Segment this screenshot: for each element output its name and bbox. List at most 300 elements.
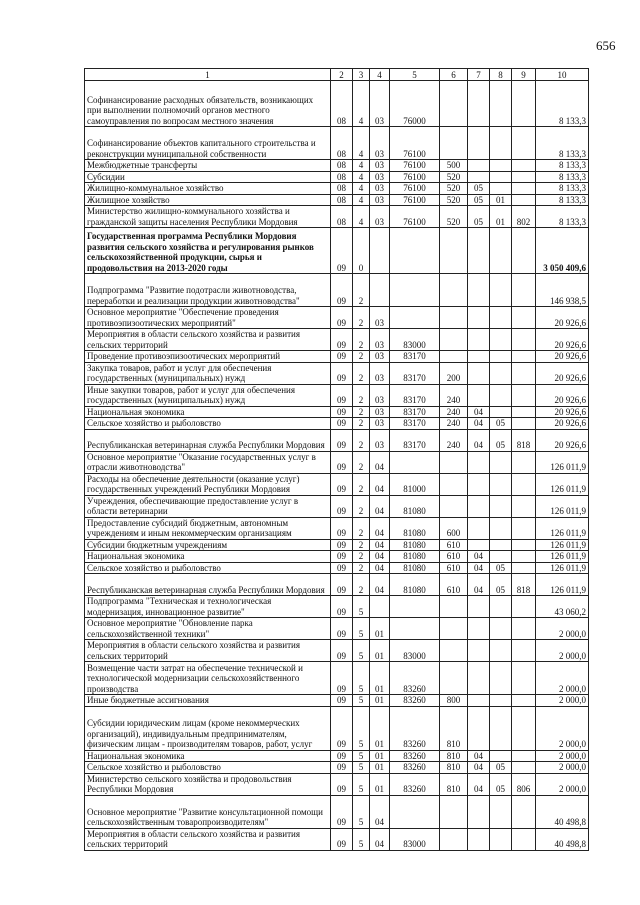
- code-2: 08: [331, 127, 353, 160]
- table-row: [85, 473, 589, 495]
- code-4: 04: [370, 539, 390, 551]
- code-5: 76100: [390, 206, 440, 228]
- code-2: 09: [331, 762, 353, 774]
- code-2: 09: [331, 695, 353, 707]
- row-name: Подпрограмма "Развитие подотрасли животноводства, переработки и реализации продукции животноводства": [85, 274, 331, 307]
- row-name: Мероприятия в области сельского хозяйства и развития сельских территорий: [85, 640, 331, 662]
- code-8: 05: [490, 418, 512, 430]
- code-7: [468, 640, 490, 662]
- code-4: 04: [370, 451, 390, 473]
- code-7: [468, 127, 490, 160]
- code-4: 01: [370, 662, 390, 695]
- row-sum: 8 133,3: [536, 183, 589, 195]
- row-sum: 2 000,0: [536, 640, 589, 662]
- code-8: [490, 695, 512, 707]
- code-2: 08: [331, 206, 353, 228]
- code-3: 5: [353, 750, 370, 762]
- code-9: [512, 562, 536, 574]
- row-sum: 2 000,0: [536, 618, 589, 640]
- code-6: [440, 307, 468, 329]
- column-header: 2: [331, 69, 353, 81]
- code-7: [468, 596, 490, 618]
- code-3: 4: [353, 206, 370, 228]
- code-5: 83260: [390, 662, 440, 695]
- code-2: 09: [331, 562, 353, 574]
- code-4: 03: [370, 81, 390, 127]
- table-row: [85, 183, 589, 195]
- code-3: 0: [353, 228, 370, 274]
- table-row: [85, 451, 589, 473]
- column-header: 10: [536, 69, 589, 81]
- code-3: 5: [353, 795, 370, 828]
- table-row: [85, 384, 589, 406]
- code-5: 76100: [390, 183, 440, 195]
- table-row: [85, 171, 589, 183]
- code-3: 4: [353, 183, 370, 195]
- code-3: 2: [353, 351, 370, 363]
- code-6: 610: [440, 562, 468, 574]
- code-7: [468, 81, 490, 127]
- code-3: 2: [353, 418, 370, 430]
- code-5: 83170: [390, 406, 440, 418]
- code-4: 03: [370, 127, 390, 160]
- row-sum: 20 926,6: [536, 384, 589, 406]
- row-name: Учреждения, обеспечивающие предоставление услуг в области ветеринарии: [85, 495, 331, 517]
- row-sum: 20 926,6: [536, 429, 589, 451]
- code-3: 2: [353, 473, 370, 495]
- column-header: 8: [490, 69, 512, 81]
- row-name: Жилищное хозяйство: [85, 194, 331, 206]
- code-5: 83260: [390, 750, 440, 762]
- column-header: 3: [353, 69, 370, 81]
- code-3: 5: [353, 618, 370, 640]
- code-2: 09: [331, 384, 353, 406]
- code-3: 5: [353, 695, 370, 707]
- row-sum: 20 926,6: [536, 351, 589, 363]
- code-6: 800: [440, 695, 468, 707]
- row-name: Жилищно-коммунальное хозяйство: [85, 183, 331, 195]
- table-row: [85, 194, 589, 206]
- code-4: 03: [370, 206, 390, 228]
- code-5: [390, 228, 440, 274]
- code-3: 5: [353, 762, 370, 774]
- code-9: [512, 618, 536, 640]
- code-3: 5: [353, 596, 370, 618]
- code-4: 01: [370, 762, 390, 774]
- code-2: 08: [331, 194, 353, 206]
- code-5: 83260: [390, 762, 440, 774]
- code-6: [440, 662, 468, 695]
- code-7: [468, 539, 490, 551]
- code-7: 04: [468, 562, 490, 574]
- table-row: [85, 160, 589, 172]
- code-7: 04: [468, 418, 490, 430]
- table-row: [85, 773, 589, 795]
- table-row: [85, 618, 589, 640]
- code-9: [512, 695, 536, 707]
- row-sum: 20 926,6: [536, 406, 589, 418]
- code-6: [440, 351, 468, 363]
- row-name: Закупка товаров, работ и услуг для обеспечения государственных (муниципальных) нужд: [85, 362, 331, 384]
- code-5: 83260: [390, 706, 440, 750]
- code-7: [468, 228, 490, 274]
- code-9: [512, 828, 536, 850]
- code-6: 810: [440, 762, 468, 774]
- row-name: Министерство жилищно-коммунального хозяйства и гражданской защиты населения Республики Мордовия: [85, 206, 331, 228]
- code-8: [490, 828, 512, 850]
- code-9: [512, 795, 536, 828]
- code-5: 81000: [390, 473, 440, 495]
- code-9: [512, 307, 536, 329]
- row-name: Софинансирование объектов капитального строительства и реконструкции муниципальной собственности: [85, 127, 331, 160]
- code-7: 05: [468, 194, 490, 206]
- code-2: 09: [331, 274, 353, 307]
- code-7: [468, 618, 490, 640]
- code-6: 610: [440, 551, 468, 563]
- code-9: [512, 81, 536, 127]
- row-name: Министерство сельского хозяйства и продовольствия Республики Мордовия: [85, 773, 331, 795]
- code-6: 520: [440, 183, 468, 195]
- code-4: 03: [370, 384, 390, 406]
- code-9: [512, 194, 536, 206]
- code-4: 03: [370, 351, 390, 363]
- code-8: [490, 795, 512, 828]
- code-4: 04: [370, 828, 390, 850]
- row-name: Субсидии юридическим лицам (кроме некоммерческих организаций), индивидуальным предпринимателям, физическим лицам - производителям товаров, работ, услуг: [85, 706, 331, 750]
- table-row: [85, 351, 589, 363]
- code-8: [490, 640, 512, 662]
- code-9: [512, 539, 536, 551]
- code-2: 09: [331, 418, 353, 430]
- code-4: 04: [370, 517, 390, 539]
- code-6: 240: [440, 418, 468, 430]
- code-5: 83170: [390, 362, 440, 384]
- row-sum: 126 011,9: [536, 539, 589, 551]
- code-2: 09: [331, 773, 353, 795]
- code-5: 76100: [390, 127, 440, 160]
- code-8: [490, 551, 512, 563]
- code-6: [440, 495, 468, 517]
- code-9: 802: [512, 206, 536, 228]
- code-2: 09: [331, 362, 353, 384]
- code-9: [512, 706, 536, 750]
- row-sum: 2 000,0: [536, 773, 589, 795]
- code-5: 81080: [390, 574, 440, 596]
- row-sum: 40 498,8: [536, 828, 589, 850]
- code-4: 03: [370, 160, 390, 172]
- code-7: [468, 706, 490, 750]
- row-name: Межбюджетные трансферты: [85, 160, 331, 172]
- code-7: [468, 274, 490, 307]
- row-name: Иные бюджетные ассигнования: [85, 695, 331, 707]
- code-8: [490, 362, 512, 384]
- code-7: [468, 795, 490, 828]
- code-9: [512, 551, 536, 563]
- code-8: [490, 495, 512, 517]
- row-sum: 2 000,0: [536, 762, 589, 774]
- code-2: 08: [331, 183, 353, 195]
- row-sum: 20 926,6: [536, 329, 589, 351]
- row-sum: 20 926,6: [536, 362, 589, 384]
- code-7: 05: [468, 206, 490, 228]
- code-5: 83170: [390, 418, 440, 430]
- code-7: 04: [468, 406, 490, 418]
- code-8: 05: [490, 562, 512, 574]
- row-sum: 2 000,0: [536, 695, 589, 707]
- code-5: 83260: [390, 773, 440, 795]
- code-2: 09: [331, 551, 353, 563]
- code-2: 08: [331, 171, 353, 183]
- column-header: 9: [512, 69, 536, 81]
- row-name: Сельское хозяйство и рыболовство: [85, 562, 331, 574]
- column-header: 7: [468, 69, 490, 81]
- code-2: 09: [331, 618, 353, 640]
- code-2: 09: [331, 517, 353, 539]
- code-3: 2: [353, 551, 370, 563]
- code-4: 01: [370, 706, 390, 750]
- table-row: [85, 750, 589, 762]
- table-row: [85, 828, 589, 850]
- code-2: 09: [331, 329, 353, 351]
- code-7: 04: [468, 574, 490, 596]
- code-6: 200: [440, 362, 468, 384]
- code-9: [512, 762, 536, 774]
- code-2: 09: [331, 795, 353, 828]
- code-7: [468, 662, 490, 695]
- code-8: [490, 228, 512, 274]
- code-8: 05: [490, 574, 512, 596]
- row-sum: 2 000,0: [536, 750, 589, 762]
- code-2: 09: [331, 228, 353, 274]
- code-5: 83170: [390, 384, 440, 406]
- code-6: [440, 473, 468, 495]
- code-4: 03: [370, 329, 390, 351]
- code-2: 09: [331, 828, 353, 850]
- code-9: [512, 473, 536, 495]
- table-row: [85, 662, 589, 695]
- code-5: [390, 307, 440, 329]
- code-2: 09: [331, 750, 353, 762]
- code-2: 09: [331, 662, 353, 695]
- row-sum: 126 011,9: [536, 574, 589, 596]
- code-7: [468, 695, 490, 707]
- row-sum: 146 938,5: [536, 274, 589, 307]
- code-8: 01: [490, 194, 512, 206]
- row-name: Национальная экономика: [85, 551, 331, 563]
- code-4: 04: [370, 495, 390, 517]
- code-7: [468, 451, 490, 473]
- code-3: 4: [353, 160, 370, 172]
- code-6: [440, 329, 468, 351]
- row-sum: 8 133,3: [536, 127, 589, 160]
- code-5: [390, 795, 440, 828]
- row-name: Сельское хозяйство и рыболовство: [85, 762, 331, 774]
- code-5: 81080: [390, 551, 440, 563]
- table-row: [85, 795, 589, 828]
- row-name: Национальная экономика: [85, 406, 331, 418]
- code-8: 01: [490, 206, 512, 228]
- code-3: 2: [353, 574, 370, 596]
- row-sum: 8 133,3: [536, 206, 589, 228]
- code-8: [490, 706, 512, 750]
- row-name: Государственная программа Республики Мордовия развития сельского хозяйства и регулирования рынков сельскохозяйственной продукции, сырья и продовольствия на 2013-2020 годы: [85, 228, 331, 274]
- code-9: [512, 418, 536, 430]
- code-3: 2: [353, 539, 370, 551]
- code-9: 818: [512, 429, 536, 451]
- row-sum: 20 926,6: [536, 418, 589, 430]
- code-5: [390, 618, 440, 640]
- code-5: [390, 451, 440, 473]
- code-4: 03: [370, 362, 390, 384]
- code-4: 04: [370, 562, 390, 574]
- code-9: [512, 495, 536, 517]
- code-7: [468, 351, 490, 363]
- code-5: 76100: [390, 194, 440, 206]
- code-4: [370, 274, 390, 307]
- code-6: 500: [440, 160, 468, 172]
- table-row: [85, 329, 589, 351]
- code-8: [490, 171, 512, 183]
- code-4: 04: [370, 795, 390, 828]
- code-3: 4: [353, 127, 370, 160]
- code-9: [512, 596, 536, 618]
- code-7: [468, 362, 490, 384]
- table-row: [85, 596, 589, 618]
- code-9: [512, 750, 536, 762]
- code-4: 03: [370, 183, 390, 195]
- code-6: [440, 451, 468, 473]
- code-4: [370, 228, 390, 274]
- column-header: 5: [390, 69, 440, 81]
- code-8: [490, 81, 512, 127]
- code-8: [490, 539, 512, 551]
- code-7: [468, 329, 490, 351]
- code-8: [490, 160, 512, 172]
- row-name: Софинансирование расходных обязательств, возникающих при выполнении полномочий органов местного самоуправления по вопросам местного значения: [85, 81, 331, 127]
- code-4: 03: [370, 307, 390, 329]
- table-row: [85, 362, 589, 384]
- table-row: [85, 127, 589, 160]
- row-name: Основное мероприятие "Обеспечение проведения противоэпизоотических мероприятий": [85, 307, 331, 329]
- code-9: [512, 662, 536, 695]
- code-8: 05: [490, 773, 512, 795]
- code-8: [490, 596, 512, 618]
- code-9: [512, 517, 536, 539]
- row-name: Основное мероприятие "Обновление парка сельскохозяйственной техники": [85, 618, 331, 640]
- code-2: 09: [331, 574, 353, 596]
- code-4: 01: [370, 695, 390, 707]
- code-7: 05: [468, 183, 490, 195]
- code-8: [490, 517, 512, 539]
- code-7: 04: [468, 551, 490, 563]
- code-9: [512, 329, 536, 351]
- table-row: [85, 495, 589, 517]
- code-4: 01: [370, 750, 390, 762]
- code-4: 03: [370, 171, 390, 183]
- row-name: Мероприятия в области сельского хозяйства и развития сельских территорий: [85, 828, 331, 850]
- row-sum: 126 011,9: [536, 562, 589, 574]
- code-2: 09: [331, 596, 353, 618]
- code-2: 08: [331, 160, 353, 172]
- code-9: [512, 274, 536, 307]
- code-6: [440, 81, 468, 127]
- table-row: [85, 640, 589, 662]
- code-8: [490, 183, 512, 195]
- table-row: [85, 406, 589, 418]
- row-name: Субсидии бюджетным учреждениям: [85, 539, 331, 551]
- row-name: Проведение противоэпизоотических мероприятий: [85, 351, 331, 363]
- code-6: [440, 127, 468, 160]
- code-6: 520: [440, 206, 468, 228]
- code-8: [490, 618, 512, 640]
- code-2: 09: [331, 307, 353, 329]
- row-name: Подпрограмма "Техническая и технологическая модернизация, инновационное развитие": [85, 596, 331, 618]
- table-row: [85, 762, 589, 774]
- code-7: [468, 495, 490, 517]
- code-6: 520: [440, 194, 468, 206]
- code-4: 04: [370, 551, 390, 563]
- code-9: [512, 160, 536, 172]
- code-6: [440, 640, 468, 662]
- code-9: [512, 183, 536, 195]
- code-4: 01: [370, 640, 390, 662]
- code-6: [440, 618, 468, 640]
- code-3: 5: [353, 828, 370, 850]
- code-6: [440, 274, 468, 307]
- code-6: [440, 228, 468, 274]
- row-name: Республиканская ветеринарная служба Республики Мордовия: [85, 429, 331, 451]
- code-4: 03: [370, 429, 390, 451]
- code-2: 09: [331, 706, 353, 750]
- code-3: 5: [353, 706, 370, 750]
- code-7: 04: [468, 773, 490, 795]
- code-3: 5: [353, 662, 370, 695]
- table-header-row: [85, 69, 589, 81]
- code-7: [468, 307, 490, 329]
- row-name: Национальная экономика: [85, 750, 331, 762]
- code-2: 08: [331, 81, 353, 127]
- code-3: 4: [353, 194, 370, 206]
- code-7: [468, 517, 490, 539]
- code-8: [490, 384, 512, 406]
- table-row: [85, 228, 589, 274]
- code-7: [468, 384, 490, 406]
- code-5: [390, 596, 440, 618]
- row-sum: 8 133,3: [536, 171, 589, 183]
- code-5: 81080: [390, 495, 440, 517]
- row-sum: 8 133,3: [536, 160, 589, 172]
- code-7: [468, 171, 490, 183]
- code-3: 2: [353, 329, 370, 351]
- code-2: 09: [331, 539, 353, 551]
- code-3: 2: [353, 451, 370, 473]
- code-2: 09: [331, 473, 353, 495]
- row-name: Предоставление субсидий бюджетным, автономным учреждениям и иным некоммерческим организациям: [85, 517, 331, 539]
- row-sum: 126 011,9: [536, 551, 589, 563]
- page-number: 656: [596, 38, 616, 53]
- code-2: 09: [331, 351, 353, 363]
- row-sum: 126 011,9: [536, 473, 589, 495]
- code-4: 01: [370, 773, 390, 795]
- row-name: Основное мероприятие "Оказание государственных услуг в отрасли животноводства": [85, 451, 331, 473]
- code-3: 4: [353, 81, 370, 127]
- code-3: 2: [353, 495, 370, 517]
- code-4: 01: [370, 618, 390, 640]
- code-2: 09: [331, 640, 353, 662]
- row-sum: 20 926,6: [536, 307, 589, 329]
- row-sum: 8 133,3: [536, 194, 589, 206]
- code-4: 03: [370, 194, 390, 206]
